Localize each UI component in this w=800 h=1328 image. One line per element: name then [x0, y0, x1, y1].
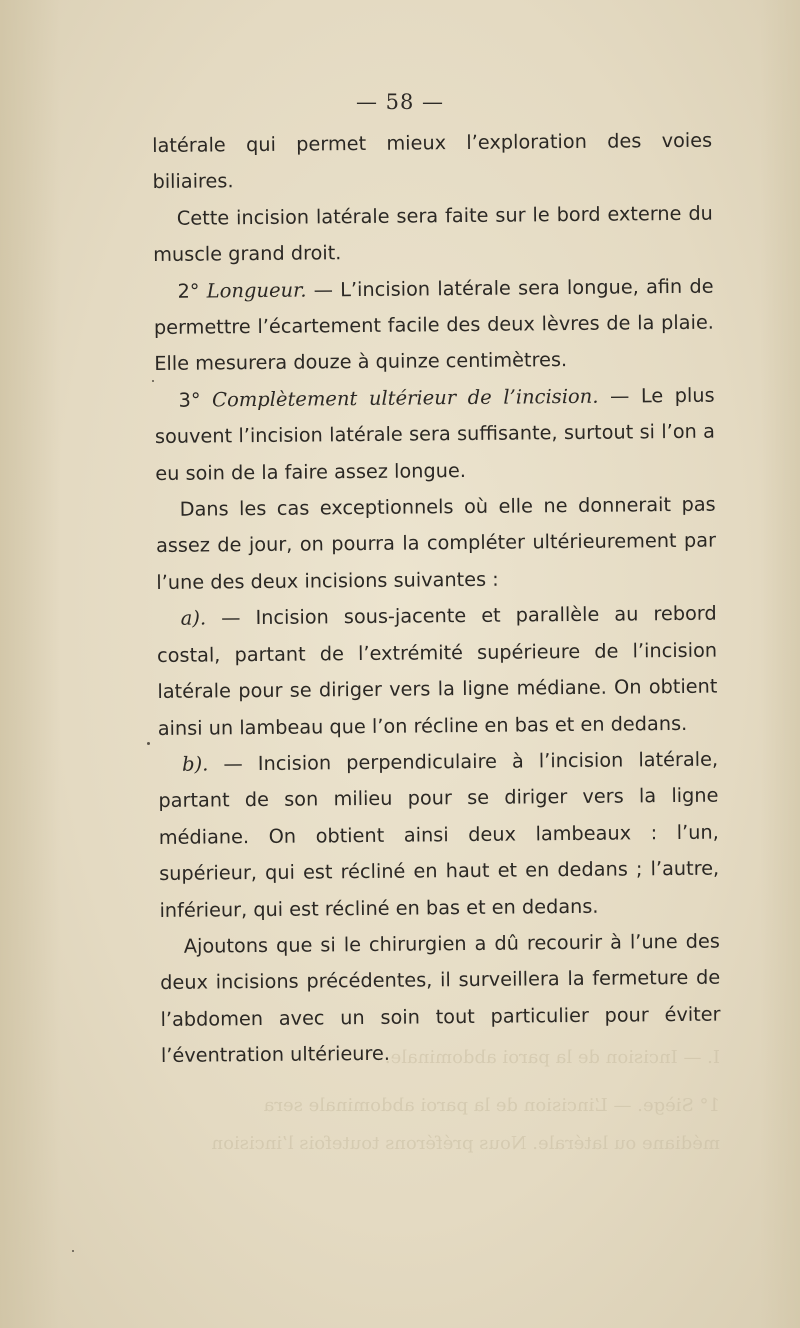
paragraph-text: 2°: [177, 279, 207, 303]
paragraph: [160, 924, 721, 1075]
paragraph-text: — Incision perpendiculaire à l’incision latérale, partant de son milieu pour se diriger vers la ligne médiane. On obtient ainsi deux lambeaux : l’un, supérieur, qui est récliné en haut et en dedans ; l’autre, inférieur, qui est récliné en bas et en dedans.: [158, 747, 720, 922]
paragraph: [154, 377, 715, 492]
paragraph-text: — Incision sous-jacente et parallèle au rebord costal, partant de l’extrémité supérieure de l’incision latérale pour se diriger vers la ligne médiane. On obtient ainsi un lambeau que l’on récline en bas et en dedans.: [156, 601, 718, 740]
paragraph: [153, 268, 714, 383]
paragraph-text: Ajoutons que si le chirurgien a dû recourir à l’une des deux incisions précédentes, il surveillera la fermeture de l’abdomen avec un soin tout particulier pour éviter l’éventration ultérieure.: [160, 929, 721, 1068]
page-edge-shadow-right: [760, 0, 800, 1328]
page-edge-shadow-left: [0, 0, 60, 1328]
paragraph-text: latérale qui permet mieux l’exploration des voies biliaires.: [152, 128, 713, 194]
page-number: — 58 —: [355, 90, 445, 114]
paragraph: [152, 123, 713, 201]
list-marker-italic: a).: [180, 606, 207, 631]
paragraph-text: — Le plus souvent l’incision latérale sera suffisante, surtout si l’on a eu soin de la faire assez longue.: [154, 383, 716, 485]
list-marker-italic: b).: [181, 752, 209, 776]
paragraph-text: Cette incision latérale sera faite sur le bord externe du muscle grand droit.: [153, 201, 713, 267]
show-through-line: I. — Incision de la paroi abdominale.: [384, 1047, 720, 1068]
paragraph: [155, 487, 716, 602]
ink-speck: [72, 1250, 74, 1252]
section-heading-italic: Longueur.: [206, 278, 307, 303]
section-heading-italic: Complètement ultérieur de l’incision.: [211, 384, 599, 412]
show-through-line: 1° Siège. — L’incision de la paroi abdominale sera: [263, 1095, 720, 1116]
paragraph: [153, 195, 714, 273]
ink-speck: [147, 742, 150, 745]
paragraph-text: — L’incision latérale sera longue, afin de permettre l’écartement facile des deux lèvres de la plaie. Elle mesurera douze à quinze centimètres.: [153, 274, 714, 376]
ink-speck: [152, 380, 154, 382]
show-through-line: médiane ou latérale. Nous préférons toutefois l’incision: [211, 1133, 720, 1154]
paragraph-text: 3°: [178, 388, 213, 412]
paragraph-text: Dans les cas exceptionnels où elle ne donnerait pas assez de jour, on pourra la compléter ultérieurement par l’une des deux incisions suivantes :: [155, 492, 717, 594]
body-text: [152, 123, 721, 1075]
paragraph: [157, 596, 718, 747]
paragraph: [158, 742, 720, 929]
